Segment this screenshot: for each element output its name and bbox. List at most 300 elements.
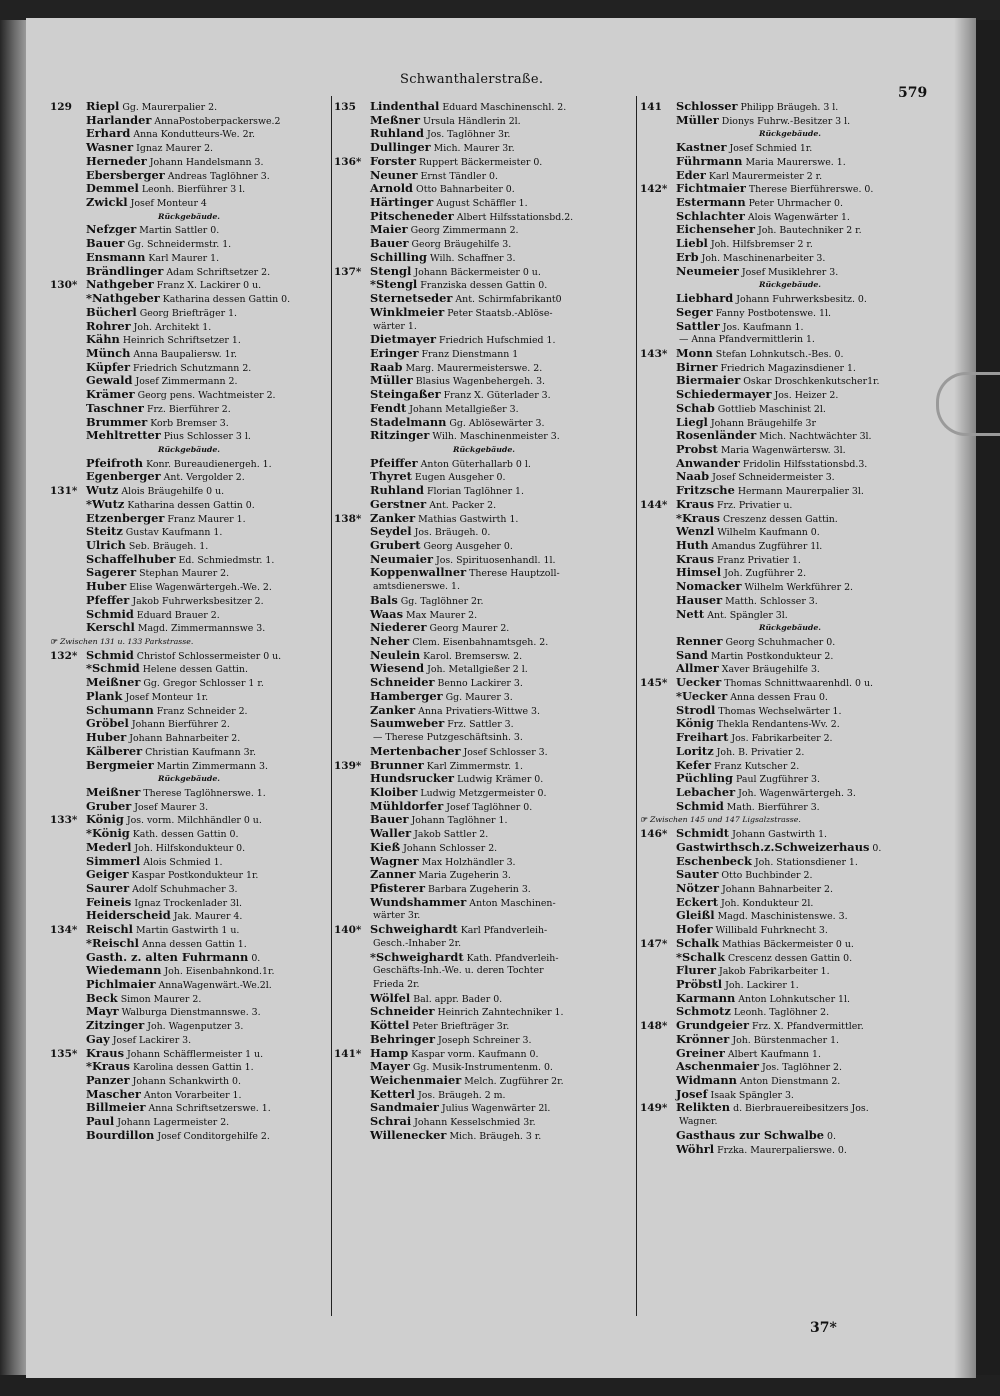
directory-entry <box>640 1088 940 1102</box>
resident-name: Nefzger <box>86 223 137 237</box>
resident-details: Josef Schlosser 3. <box>463 746 548 758</box>
directory-entry <box>334 855 634 869</box>
directory-entry <box>334 1019 634 1033</box>
directory-entry <box>50 923 328 937</box>
resident-details: Otto Bahnarbeiter 0. <box>416 184 515 196</box>
resident-name: Eschenbeck <box>676 854 752 868</box>
resident-details: Kath. dessen Gattin 0. <box>132 829 239 841</box>
directory-entry <box>334 621 634 635</box>
resident-details: Barbara Zugeherin 3. <box>428 883 531 895</box>
resident-details: Helene dessen Gattin. <box>142 664 248 676</box>
directory-entry <box>334 690 634 704</box>
resident-details: Joh. Bürstenmacher 1. <box>732 1034 840 1046</box>
resident-name: Riepl <box>86 100 120 113</box>
resident-details: Walburga Dienstmannswe. 3. <box>121 1007 261 1019</box>
resident-details: Johann Kesselschmied 3r. <box>414 1117 536 1129</box>
resident-details: Jos. Kaufmann 1. <box>722 321 804 333</box>
resident-details: Stefan Lohnkutsch.-Bes. 0. <box>715 348 844 360</box>
resident-name: Liegl <box>676 415 708 429</box>
resident-details: Heinrich Zahntechniker 1. <box>437 1007 564 1019</box>
directory-entry <box>334 361 634 375</box>
resident-details: Johann Schankwirth 0. <box>132 1076 241 1088</box>
resident-details: Max Maurer 2. <box>405 609 478 621</box>
house-number: 139* <box>334 759 362 772</box>
resident-details: Ludwig Krämer 0. <box>457 774 544 786</box>
resident-details: Peter Staatsb.-Ablöse- <box>447 307 553 319</box>
directory-entry <box>640 992 940 1006</box>
resident-details: Mich. Bräugeh. 3 r. <box>449 1130 542 1142</box>
resident-details: Josef Taglöhner 0. <box>446 801 533 813</box>
directory-entry <box>50 909 328 923</box>
resident-name: Härtinger <box>370 196 434 210</box>
resident-name: Bauer <box>86 237 125 251</box>
resident-details: Johann Taglöhner 1. <box>411 815 508 827</box>
resident-name: Gruber <box>86 799 132 813</box>
resident-name: Fichtmaier <box>676 182 746 196</box>
resident-details: Gg. Taglöhner 2r. <box>400 595 484 607</box>
resident-details: Eduard Brauer 2. <box>136 609 220 621</box>
directory-entry <box>640 649 940 663</box>
directory-entry <box>640 114 940 128</box>
directory-entry <box>334 800 634 814</box>
resident-details: Jos. vorm. Milchhändler 0 u. <box>126 815 262 827</box>
resident-name: *Reischl <box>86 936 139 950</box>
resident-name: Allmer <box>676 662 719 676</box>
resident-name: Kefer <box>676 758 712 772</box>
resident-details: Christof Schlossermeister 0 u. <box>136 650 282 662</box>
house-number: 141* <box>334 1047 362 1060</box>
directory-entry <box>640 868 940 882</box>
resident-details: Johann Metallgießer 3. <box>409 403 519 415</box>
directory-entry <box>334 813 634 827</box>
resident-details: Thekla Rendantens-Wv. 2. <box>716 719 840 731</box>
resident-name: Gasth. z. alten Fuhrmann <box>86 950 249 964</box>
directory-entry <box>50 566 328 580</box>
directory-entry <box>50 347 328 361</box>
resident-details: Friedrich Hufschmied 1. <box>439 335 556 347</box>
resident-name: Stadelmann <box>370 415 447 429</box>
resident-name: Sandmaier <box>370 1101 439 1115</box>
resident-name: Plank <box>86 689 123 703</box>
resident-name: Gröbel <box>86 717 129 731</box>
resident-name: Seger <box>676 305 713 319</box>
directory-entry <box>50 937 328 951</box>
directory-entry <box>334 169 634 183</box>
resident-details: Simon Maurer 2. <box>120 993 202 1005</box>
directory-entry <box>334 841 634 855</box>
directory-entry <box>50 1033 328 1047</box>
directory-entry <box>640 182 940 196</box>
resident-details: Frz. Bierführer 2. <box>146 403 231 415</box>
directory-entry <box>334 566 634 580</box>
directory-entry <box>334 1101 634 1115</box>
resident-details: Gottlieb Maschinist 2l. <box>717 403 826 415</box>
directory-entry <box>334 882 634 896</box>
directory-entry <box>640 223 940 237</box>
resident-details: Matth. Schlosser 3. <box>725 595 818 607</box>
directory-entry <box>334 333 634 347</box>
resident-name: Wutz <box>86 484 119 498</box>
resident-details: Frz. Sattler 3. <box>447 719 514 731</box>
resident-details: Therese Hauptzoll- <box>469 568 560 580</box>
resident-name: Steingaßer <box>370 388 441 402</box>
resident-details: Frz. X. Pfandvermittler. <box>752 1021 864 1033</box>
resident-details: Seb. Bräugeh. 1. <box>128 541 209 552</box>
resident-name: Eichenseher <box>676 223 755 237</box>
resident-details: Joseph Schreiner 3. <box>437 1034 532 1046</box>
directory-entry <box>50 594 328 608</box>
resident-name: Kraus <box>676 497 714 511</box>
directory-entry <box>640 512 940 526</box>
resident-name: Müller <box>676 113 719 127</box>
resident-details: Katharina dessen Gattin 0. <box>162 294 291 306</box>
resident-name: Saumweber <box>370 717 445 731</box>
resident-details: Karl Maurer 1. <box>148 252 220 264</box>
directory-entry <box>640 676 940 690</box>
resident-details: Eduard Maschinenschl. 2. <box>442 102 567 113</box>
resident-details: Ruppert Bäckermeister 0. <box>419 156 543 168</box>
resident-details: Pius Schlosser 3 l. <box>163 431 251 443</box>
resident-name: Krämer <box>86 388 135 402</box>
resident-name: Krönner <box>676 1032 730 1046</box>
resident-name: Seydel <box>370 525 412 539</box>
resident-name: Zitzinger <box>86 1019 145 1033</box>
resident-name: Herneder <box>86 154 147 168</box>
house-number: 136* <box>334 155 362 168</box>
directory-entry <box>640 320 940 334</box>
resident-details: Johann Bahnarbeiter 2. <box>129 733 241 745</box>
house-number: 131* <box>50 485 78 498</box>
resident-name: *König <box>86 827 130 841</box>
directory-entry <box>640 1019 940 1033</box>
resident-details: Gustav Kaufmann 1. <box>125 527 223 539</box>
resident-name: Neumaier <box>370 552 433 566</box>
directory-entry <box>640 841 940 855</box>
house-number: 140* <box>334 924 362 937</box>
resident-details: Jos. Taglöhner 2. <box>762 1062 842 1074</box>
directory-entry <box>50 731 328 745</box>
directory-entry <box>50 1005 328 1019</box>
directory-entry <box>640 402 940 416</box>
resident-name: Greiner <box>676 1046 725 1060</box>
resident-name: Gasthaus zur Schwalbe <box>676 1128 824 1142</box>
resident-details: 0. <box>251 952 261 964</box>
resident-details: Gg. Gregor Schlosser 1 r. <box>143 678 264 690</box>
resident-name: Mascher <box>86 1087 141 1101</box>
resident-name: Renner <box>676 635 723 649</box>
resident-details: Anna dessen Gattin 1. <box>141 938 247 950</box>
resident-name: Freihart <box>676 731 729 745</box>
directory-entry <box>334 1129 634 1143</box>
resident-name: Hamberger <box>370 689 443 703</box>
resident-name: Niederer <box>370 621 427 635</box>
resident-details: Johann Fuhrwerksbesitz. 0. <box>736 294 867 306</box>
resident-details: Amandus Zugführer 1l. <box>711 541 823 552</box>
resident-name: Gastwirthsch.z.Schweizerhaus <box>676 840 870 854</box>
directory-entry <box>640 1143 940 1157</box>
resident-name: Himsel <box>676 566 722 580</box>
resident-details: Jos. Heizer 2. <box>774 390 839 402</box>
directory-entry <box>50 704 328 718</box>
resident-details: Kaspar vorm. Kaufmann 0. <box>411 1048 539 1060</box>
resident-name: Wölfel <box>370 991 411 1005</box>
resident-name: Bauer <box>370 813 409 827</box>
directory-entry <box>640 498 940 512</box>
directory-entry <box>334 484 634 498</box>
directory-entry <box>640 100 940 114</box>
resident-name: Wöhrl <box>676 1142 715 1156</box>
directory-entry <box>334 127 634 141</box>
signature-mark: 37* <box>810 1320 837 1336</box>
directory-entry <box>640 388 940 402</box>
resident-name: Simmerl <box>86 854 141 868</box>
resident-name: Nötzer <box>676 881 719 895</box>
resident-details: Anton Maschinen- <box>469 897 556 909</box>
house-number: 134* <box>50 924 78 937</box>
resident-details: Anton Vorarbeiter 1. <box>143 1089 242 1101</box>
directory-entry <box>640 978 940 992</box>
resident-details: Kath. Pfandverleih- <box>466 952 559 964</box>
resident-name: Pitscheneder <box>370 209 454 223</box>
resident-name: Pröbstl <box>676 978 723 991</box>
resident-name: Neulein <box>370 648 421 662</box>
directory-entry <box>50 1019 328 1033</box>
resident-name: Schlachter <box>676 209 745 223</box>
resident-details: Marg. Maurermeisterswe. 2. <box>405 362 543 374</box>
resident-details: Joh. Stationsdiener 1. <box>754 856 858 868</box>
directory-entry <box>50 320 328 334</box>
cross-reference <box>640 813 940 827</box>
resident-details: Mich. Nachtwächter 3l. <box>759 431 872 443</box>
directory-entry <box>334 1074 634 1088</box>
resident-details: AnnaPostoberpackerswe.2 <box>154 115 281 127</box>
resident-details: Jos. Fabrikarbeiter 2. <box>731 733 833 745</box>
directory-entry <box>640 141 940 155</box>
directory-entry <box>50 649 328 663</box>
resident-details: 0. <box>872 842 882 854</box>
directory-entry <box>50 388 328 402</box>
resident-name: Estermann <box>676 196 746 210</box>
directory-entry <box>640 594 940 608</box>
column-right <box>640 100 940 1156</box>
resident-details: Josef Zimmermann 2. <box>135 376 238 388</box>
resident-details: Karl Zimmermstr. 1. <box>426 760 523 772</box>
directory-entry <box>640 909 940 923</box>
resident-name: Eder <box>676 168 706 182</box>
directory-entry <box>640 580 940 594</box>
directory-entry <box>640 237 940 251</box>
resident-name: Wagner <box>370 854 419 868</box>
resident-name: *Kraus <box>676 511 720 525</box>
resident-details: Crescenz dessen Gattin 0. <box>728 952 853 964</box>
resident-details: Bal. appr. Bader 0. <box>413 993 503 1005</box>
resident-name: Gerstner <box>370 497 427 511</box>
resident-name: Widmann <box>676 1074 737 1088</box>
resident-name: Kieß <box>370 840 401 854</box>
resident-details: Joh. Kondukteur 2l. <box>721 897 814 909</box>
resident-details: Stephan Maurer 2. <box>139 568 230 580</box>
resident-details: Fridolin Hilfsstationsbd.3. <box>742 458 868 470</box>
resident-name: Gleißl <box>676 909 715 923</box>
directory-entry <box>334 1033 634 1047</box>
column-left <box>50 100 328 1143</box>
scan-border-bottom <box>0 1375 1000 1396</box>
resident-name: Sternetseder <box>370 292 453 306</box>
house-number: 148* <box>640 1020 668 1033</box>
resident-details: Max Holzhändler 3. <box>421 856 516 868</box>
resident-name: Sand <box>676 648 708 662</box>
directory-entry <box>640 786 940 800</box>
directory-entry <box>334 868 634 882</box>
resident-details: Franz X. Güterlader 3. <box>443 390 551 402</box>
resident-details: Joh. Bautechniker 2 r. <box>757 225 862 237</box>
section-heading-text: Rückgebäude. <box>758 280 821 290</box>
resident-name: Grubert <box>370 539 421 552</box>
directory-entry <box>334 649 634 663</box>
directory-entry <box>334 251 634 265</box>
resident-details: Therese Taglöhnerswe. 1. <box>143 787 266 799</box>
resident-name: Koppenwallner <box>370 566 467 580</box>
directory-entry <box>640 1060 940 1074</box>
directory-entry <box>50 361 328 375</box>
resident-details: Florian Taglöhner 1. <box>426 486 525 498</box>
directory-entry <box>334 223 634 237</box>
resident-details: Jos. Spirituosenhandl. 1l. <box>435 554 556 566</box>
resident-name: Loritz <box>676 744 714 758</box>
directory-entry <box>334 539 634 553</box>
resident-name: Wenzl <box>676 525 715 539</box>
resident-name: Schalk <box>676 936 720 950</box>
resident-details: Franz Dienstmann 1 <box>421 348 519 360</box>
resident-name: Zwickl <box>86 196 128 210</box>
directory-entry <box>50 1088 328 1102</box>
resident-details: Karol. Bremsersw. 2. <box>423 650 523 662</box>
resident-details: wärter 1. <box>373 320 417 332</box>
resident-name: Schmid <box>86 607 134 621</box>
resident-details: Wilhelm Kaufmann 0. <box>717 527 820 539</box>
directory-entry <box>640 937 940 951</box>
directory-entry <box>50 553 328 567</box>
resident-details: Georg pens. Wachtmeister 2. <box>137 390 276 402</box>
resident-name: Erhard <box>86 127 131 141</box>
directory-entry <box>334 374 634 388</box>
resident-name: Gay <box>86 1032 110 1046</box>
resident-name: Biermaier <box>676 374 741 388</box>
resident-name: Waas <box>370 607 403 621</box>
resident-name: Liebl <box>676 237 708 251</box>
directory-entry <box>334 429 634 443</box>
resident-name: Willenecker <box>370 1128 447 1142</box>
directory-entry <box>640 772 940 786</box>
resident-name: Müller <box>370 374 413 388</box>
directory-entry <box>50 100 328 114</box>
resident-details: Mich. Maurer 3r. <box>433 143 515 155</box>
directory-entry <box>50 374 328 388</box>
directory-entry <box>334 553 634 567</box>
house-number: 135* <box>50 1047 78 1060</box>
directory-entry <box>334 320 634 334</box>
directory-entry <box>50 512 328 526</box>
resident-name: Panzer <box>86 1074 130 1088</box>
directory-entry <box>50 855 328 869</box>
directory-entry <box>640 1005 940 1019</box>
resident-name: Pfeffer <box>86 593 130 607</box>
section-heading <box>640 278 940 292</box>
directory-entry <box>640 951 940 965</box>
resident-name: König <box>86 813 124 827</box>
directory-entry <box>334 676 634 690</box>
resident-name: Lindenthal <box>370 100 440 113</box>
directory-entry <box>50 827 328 841</box>
resident-name: Naab <box>676 470 710 484</box>
pointing-hand-icon: ☞ <box>640 815 647 825</box>
directory-entry <box>334 992 634 1006</box>
resident-details: Elise Wagenwärtergeh.-We. 2. <box>129 582 272 594</box>
resident-name: Wasner <box>86 141 134 155</box>
resident-name: Winklmeier <box>370 305 445 319</box>
resident-name: Mertenbacher <box>370 744 461 758</box>
directory-entry <box>50 992 328 1006</box>
directory-entry <box>50 1047 328 1061</box>
resident-name: Führmann <box>676 154 743 168</box>
directory-entry <box>50 182 328 196</box>
resident-name: Huth <box>676 539 709 552</box>
section-heading-text: Rückgebäude. <box>758 623 821 633</box>
directory-entry <box>640 169 940 183</box>
directory-entry <box>334 1047 634 1061</box>
resident-details: Ed. Schmiedmstr. 1. <box>178 554 275 566</box>
directory-entry <box>50 868 328 882</box>
resident-name: Bergmeier <box>86 758 154 772</box>
directory-entry <box>50 1115 328 1129</box>
directory-entry <box>640 484 940 498</box>
directory-entry <box>334 909 634 923</box>
directory-entry <box>50 800 328 814</box>
resident-details: Frz. Privatier u. <box>716 499 793 511</box>
directory-entry <box>334 402 634 416</box>
resident-name: Mühldorfer <box>370 799 444 813</box>
resident-details: Jakob Fabrikarbeiter 1. <box>718 966 830 978</box>
directory-entry <box>50 265 328 279</box>
resident-details: Josef Conditorgehilfe 2. <box>157 1130 270 1142</box>
directory-entry <box>640 539 940 553</box>
resident-details: Blasius Wagenbehergeh. 3. <box>415 376 546 388</box>
column-rule-right <box>636 96 637 1316</box>
directory-entry <box>50 169 328 183</box>
directory-entry <box>640 470 940 484</box>
directory-entry <box>334 416 634 430</box>
directory-entry <box>50 470 328 484</box>
resident-name: König <box>676 717 714 731</box>
resident-details: Ant. Packer 2. <box>429 499 497 511</box>
resident-name: Dietmayer <box>370 333 437 347</box>
resident-details: Frzka. Maurerpalierswe. 0. <box>717 1144 847 1156</box>
resident-details: Joh. Hilfskondukteur 0. <box>134 842 246 854</box>
directory-entry <box>640 635 940 649</box>
resident-details: Leonh. Taglöhner 2. <box>733 1007 830 1019</box>
book-spine <box>0 0 26 1396</box>
resident-details: Johann Lagermeister 2. <box>117 1117 230 1129</box>
resident-details: Oskar Droschkenkutscher1r. <box>743 376 880 388</box>
resident-name: Raab <box>370 360 403 374</box>
directory-entry <box>640 333 940 347</box>
resident-name: *Wutz <box>86 497 125 511</box>
resident-name: Taschner <box>86 401 144 415</box>
resident-details: Josef Schneidermeister 3. <box>712 472 835 484</box>
directory-entry <box>334 388 634 402</box>
resident-name: Huber <box>86 580 127 594</box>
resident-details: Leonh. Bierführer 3 l. <box>141 184 246 196</box>
